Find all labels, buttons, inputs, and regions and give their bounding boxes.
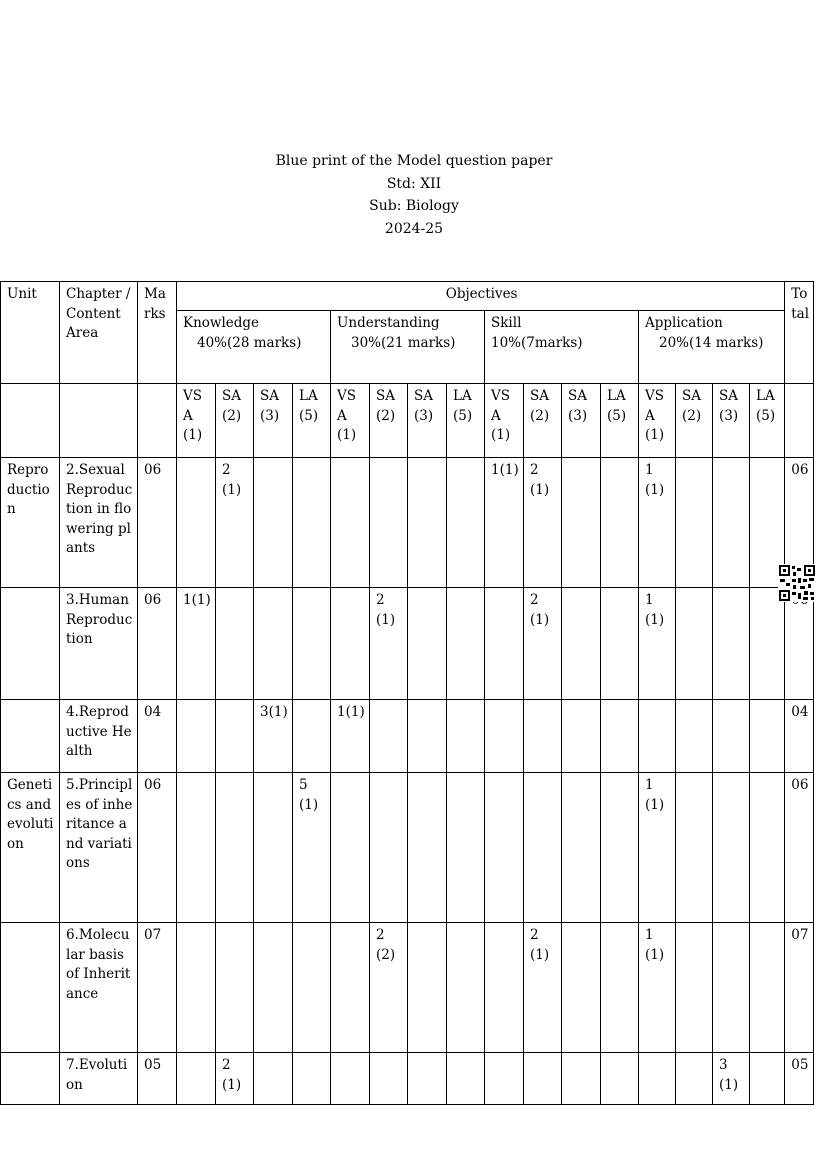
question-cell: 1(1): [639, 773, 676, 923]
question-cell: [485, 700, 524, 773]
unit-cell: [1, 588, 60, 700]
question-cell: [331, 588, 370, 700]
question-cell: 2(1): [524, 458, 562, 588]
question-cell: [293, 700, 331, 773]
blank-cell: [60, 384, 138, 458]
question-cell: [216, 923, 254, 1053]
group-name: Application: [645, 315, 723, 331]
unit-cell: [1, 700, 60, 773]
marks-cell: 06: [138, 588, 177, 700]
question-type-header: SA (2): [370, 384, 408, 458]
objectives-header: Objectives: [177, 282, 785, 311]
question-cell: [562, 1053, 601, 1105]
question-cell: [713, 700, 750, 773]
question-type-header: SA (3): [713, 384, 750, 458]
question-cell: [676, 458, 713, 588]
question-cell: [408, 700, 447, 773]
question-cell: [713, 923, 750, 1053]
chapter-cell: 4.Reproductive Health: [60, 700, 138, 773]
question-cell: 1(1): [331, 700, 370, 773]
question-cell: 1(1): [485, 458, 524, 588]
total-cell: 05: [785, 1053, 814, 1105]
marks-header: Marks: [138, 282, 177, 384]
question-cell: [447, 588, 485, 700]
table-row: [1, 588, 814, 700]
question-cell: 2(1): [524, 923, 562, 1053]
question-type-header: LA (5): [750, 384, 785, 458]
question-cell: [177, 700, 216, 773]
header-row-objectives: [1, 282, 814, 311]
question-type-header: SA (2): [524, 384, 562, 458]
table-row: [1, 923, 814, 1053]
question-cell: [601, 923, 639, 1053]
question-cell: [601, 1053, 639, 1105]
question-cell: [562, 458, 601, 588]
question-cell: [254, 588, 293, 700]
chapter-cell: 6.Molecular basis of Inheritance: [60, 923, 138, 1053]
question-cell: [370, 1053, 408, 1105]
question-cell: [601, 588, 639, 700]
chapter-cell: 7.Evolution: [60, 1053, 138, 1105]
group-detail: 10%(7marks): [491, 334, 583, 351]
question-cell: 1(1): [639, 588, 676, 700]
total-cell: 04: [785, 700, 814, 773]
chapter-cell: 2.Sexual Reproduction in flowering plants: [60, 458, 138, 588]
question-cell: [408, 923, 447, 1053]
unit-header: Unit: [1, 282, 60, 384]
question-cell: [562, 773, 601, 923]
marks-cell: 07: [138, 923, 177, 1053]
question-cell: [254, 773, 293, 923]
question-cell: 1(1): [639, 458, 676, 588]
question-cell: [485, 773, 524, 923]
question-cell: [216, 588, 254, 700]
total-cell: 06: [785, 458, 814, 588]
question-cell: [331, 1053, 370, 1105]
question-cell: 2(2): [370, 923, 408, 1053]
question-cell: [676, 773, 713, 923]
group-knowledge: [177, 311, 331, 384]
group-application: [639, 311, 785, 384]
question-cell: [485, 1053, 524, 1105]
group-understanding: [331, 311, 485, 384]
total-cell: 07: [785, 923, 814, 1053]
question-cell: [750, 1053, 785, 1105]
question-type-header: SA (2): [676, 384, 713, 458]
chapter-cell: 5.Principles of inheritance and variations: [60, 773, 138, 923]
question-type-header: SA (3): [254, 384, 293, 458]
question-cell: [713, 588, 750, 700]
question-type-header: VSA (1): [639, 384, 676, 458]
question-cell: [254, 923, 293, 1053]
question-cell: [447, 458, 485, 588]
question-cell: 5(1): [293, 773, 331, 923]
question-cell: [447, 773, 485, 923]
table-row: [1, 773, 814, 923]
question-cell: [676, 1053, 713, 1105]
question-cell: [293, 1053, 331, 1105]
total-cell: [785, 588, 814, 700]
chapter-header: Chapter /Content Area: [60, 282, 138, 384]
year-line: 2024-25: [384, 220, 444, 237]
question-cell: [370, 773, 408, 923]
question-cell: [293, 923, 331, 1053]
question-cell: [447, 700, 485, 773]
group-detail: 20%(14 marks): [659, 334, 764, 351]
marks-cell: 05: [138, 1053, 177, 1105]
unit-cell: Reproduction: [1, 458, 60, 588]
group-name: Understanding: [337, 315, 440, 331]
question-cell: [562, 923, 601, 1053]
marks-cell: 06: [138, 458, 177, 588]
question-cell: [370, 700, 408, 773]
question-cell: [485, 588, 524, 700]
blank-cell: [1, 384, 60, 458]
question-cell: 2(1): [216, 458, 254, 588]
group-detail: 40%(28 marks): [197, 334, 302, 351]
question-cell: [639, 1053, 676, 1105]
question-cell: [408, 458, 447, 588]
question-cell: 3(1): [713, 1053, 750, 1105]
question-cell: [447, 1053, 485, 1105]
unit-cell: [1, 1053, 60, 1105]
unit-cell: Genetics and evolution: [1, 773, 60, 923]
question-type-header: SA (2): [216, 384, 254, 458]
question-cell: [177, 1053, 216, 1105]
marks-cell: 06: [138, 773, 177, 923]
unit-cell: [1, 923, 60, 1053]
question-cell: 2(1): [524, 588, 562, 700]
question-cell: [562, 588, 601, 700]
question-cell: [750, 700, 785, 773]
question-cell: [676, 923, 713, 1053]
question-cell: [408, 1053, 447, 1105]
marks-cell: 04: [138, 700, 177, 773]
question-cell: 2(1): [216, 1053, 254, 1105]
question-type-header: LA (5): [601, 384, 639, 458]
question-type-header: SA (3): [562, 384, 601, 458]
blank-cell: [785, 384, 814, 458]
question-type-header: VSA (1): [331, 384, 370, 458]
question-cell: 1(1): [177, 588, 216, 700]
question-cell: [750, 773, 785, 923]
question-cell: [750, 588, 785, 700]
question-cell: [524, 773, 562, 923]
question-cell: [524, 700, 562, 773]
question-cell: [408, 773, 447, 923]
question-cell: [601, 700, 639, 773]
group-name: Skill: [491, 315, 522, 331]
qr-code-icon: [778, 564, 816, 602]
group-detail: 30%(21 marks): [351, 334, 456, 351]
question-type-header: LA (5): [293, 384, 331, 458]
total-header: Total: [785, 282, 814, 384]
question-cell: [216, 773, 254, 923]
table-row: [1, 700, 814, 773]
question-cell: [216, 700, 254, 773]
blueprint-table: [0, 281, 814, 1105]
question-cell: [601, 773, 639, 923]
question-cell: [331, 923, 370, 1053]
question-cell: [254, 1053, 293, 1105]
question-type-header: LA (5): [447, 384, 485, 458]
question-cell: 2(1): [370, 588, 408, 700]
question-cell: [713, 773, 750, 923]
question-cell: [331, 458, 370, 588]
standard-line: Std: XII: [386, 175, 442, 192]
table-row: [1, 1053, 814, 1105]
question-cell: [676, 588, 713, 700]
total-cell: 06: [785, 773, 814, 923]
group-skill: [485, 311, 639, 384]
question-cell: [177, 458, 216, 588]
question-cell: [639, 700, 676, 773]
question-type-header: SA (3): [408, 384, 447, 458]
question-cell: [408, 588, 447, 700]
question-cell: [676, 700, 713, 773]
question-cell: [562, 700, 601, 773]
question-cell: [254, 458, 293, 588]
question-cell: [601, 458, 639, 588]
subheading-row: [1, 384, 814, 458]
question-cell: 3(1): [254, 700, 293, 773]
question-cell: [177, 923, 216, 1053]
question-type-header: VSA (1): [177, 384, 216, 458]
blank-cell: [138, 384, 177, 458]
question-cell: [331, 773, 370, 923]
chapter-cell: 3.Human Reproduction: [60, 588, 138, 700]
question-cell: [293, 588, 331, 700]
question-cell: [177, 773, 216, 923]
document-header: [0, 150, 828, 240]
question-cell: [293, 458, 331, 588]
question-cell: [524, 1053, 562, 1105]
question-cell: 1(1): [639, 923, 676, 1053]
question-cell: [370, 458, 408, 588]
question-cell: [485, 923, 524, 1053]
question-cell: [713, 458, 750, 588]
subject-line: Sub: Biology: [369, 198, 459, 214]
question-type-header: VSA (1): [485, 384, 524, 458]
group-name: Knowledge: [183, 315, 260, 331]
table-row: [1, 458, 814, 588]
document-title: Blue print of the Model question paper: [275, 153, 553, 169]
question-cell: [447, 923, 485, 1053]
question-cell: [750, 923, 785, 1053]
